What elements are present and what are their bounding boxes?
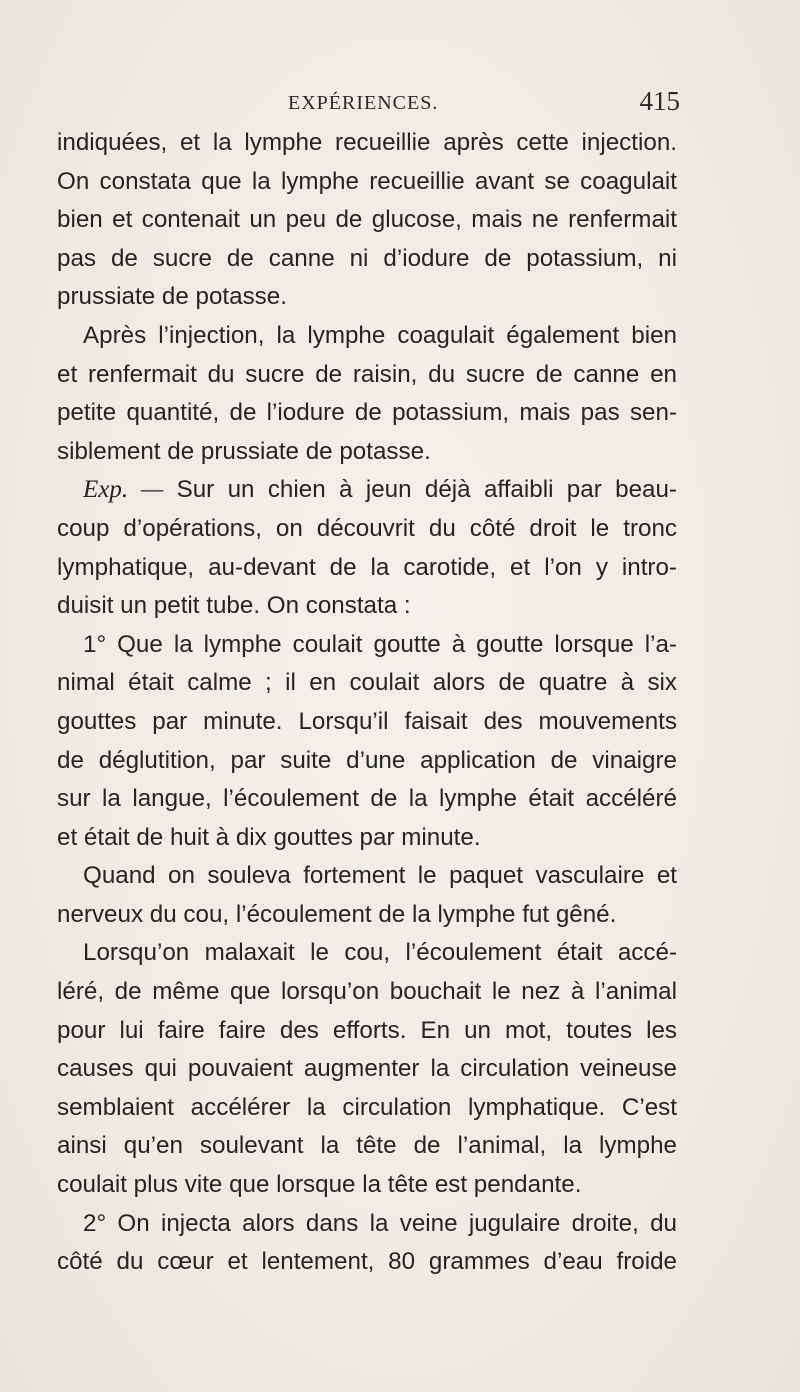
text-line: indiquées, et la lymphe recueillie après cette injection. <box>57 129 677 156</box>
text-line: prussiate de potasse. <box>57 283 287 311</box>
text-line: bien et contenait un peu de glucose, mais ne renfermait <box>57 206 677 234</box>
text-line: de déglutition, par suite d’une application de vinaigre <box>57 746 677 774</box>
text-line: pour lui faire faire des efforts. En un mot, toutes les <box>57 1016 677 1044</box>
text-line: semblaient accélérer la circulation lymphatique. C’est <box>57 1093 677 1121</box>
text-line: petite quantité, de l’iodure de potassium, mais pas sen- <box>57 399 677 427</box>
text-line: nimal était calme ; il en coulait alors de quatre à six <box>57 669 677 697</box>
text-line: causes qui pouvaient augmenter la circulation veineuse <box>57 1055 677 1083</box>
text-line: lymphatique, au-devant de la carotide, et l’on y intro- <box>57 553 677 581</box>
text-line: pas de sucre de canne ni d’iodure de potassium, ni <box>57 244 677 272</box>
text-line: nerveux du cou, l’écoulement de la lymphe fut gêné. <box>57 900 617 928</box>
text-line-exp <box>57 471 677 510</box>
text-line: gouttes par minute. Lorsqu’il faisait des mouvements <box>57 707 677 735</box>
running-title: EXPÉRIENCES. <box>288 92 439 114</box>
text-line: Après l’injection, la lymphe coagulait également bien <box>83 321 677 349</box>
text-line: léré, de même que lorsqu’on bouchait le nez à l’animal <box>57 978 677 1006</box>
text-line: siblement de prussiate de potasse. <box>57 437 431 465</box>
text-line: coup d’opérations, on découvrit du côté droit le tronc <box>57 514 677 542</box>
text-line-rest: Sur un chien à jeun déjà affaibli par beau- <box>176 476 677 504</box>
text-line: 2° On injecta alors dans la veine jugulaire droite, du <box>83 1209 677 1237</box>
text-line: sur la langue, l’écoulement de la lymphe était accéléré <box>57 785 677 813</box>
text-line: ainsi qu’en soulevant la tête de l’animal, la lymphe <box>57 1132 677 1160</box>
exp-label: Exp. — <box>83 476 164 504</box>
text-line: et était de huit à dix gouttes par minute. <box>57 823 481 851</box>
text-line: On constata que la lymphe recueillie avant se coagulait <box>57 167 677 195</box>
text-line: Quand on souleva fortement le paquet vasculaire et <box>83 862 677 890</box>
text-line: 1° Que la lymphe coulait goutte à goutte lorsque l’a- <box>83 630 677 658</box>
text-line: Lorsqu’on malaxait le cou, l’écoulement était accé- <box>83 939 677 967</box>
text-line: duisit un petit tube. On constata : <box>57 592 411 620</box>
text-line: coulait plus vite que lorsque la tête est pendante. <box>57 1171 582 1199</box>
page-number: 415 <box>639 86 680 116</box>
text-line: côté du cœur et lentement, 80 grammes d’eau froide <box>57 1248 677 1276</box>
body-text <box>57 124 677 1282</box>
running-head <box>60 86 680 122</box>
text-line: et renfermait du sucre de raisin, du sucre de canne en <box>57 360 677 388</box>
